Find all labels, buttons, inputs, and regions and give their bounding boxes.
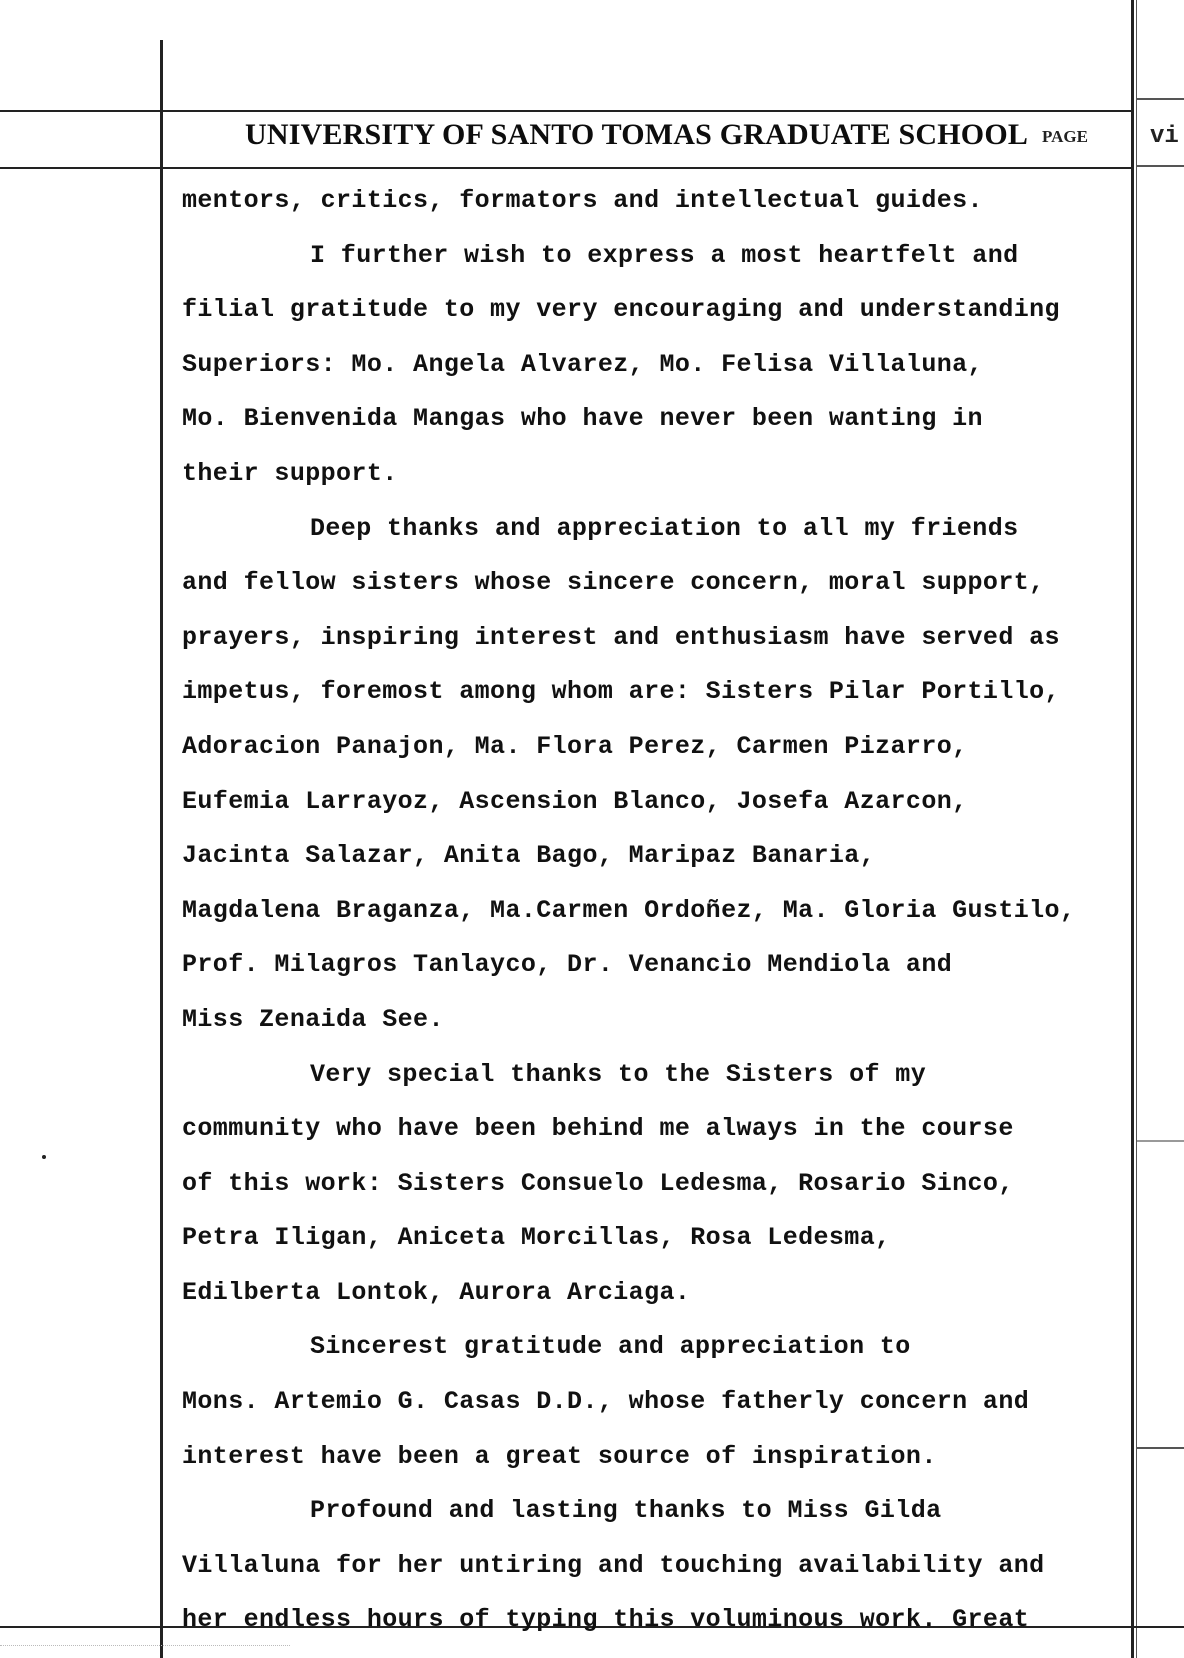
header-bottom-rule <box>0 167 1134 169</box>
text-line: Superiors: Mo. Angela Alvarez, Mo. Felisa Villaluna, <box>182 349 983 379</box>
text-line: Mons. Artemio G. Casas D.D., whose fatherly concern and <box>182 1387 1030 1417</box>
text-line: community who have been behind me always in the course <box>182 1114 1014 1144</box>
text-line: of this work: Sisters Consuelo Ledesma, Rosario Sinco, <box>182 1168 1014 1198</box>
text-line: Villaluna for her untiring and touching availability and <box>182 1550 1045 1580</box>
page-number: vi <box>1150 123 1179 150</box>
scan-speck <box>42 1155 46 1159</box>
right-margin-mark-1 <box>1137 1140 1184 1142</box>
header-top-rule <box>0 110 1134 112</box>
text-line: Sincerest gratitude and appreciation to <box>310 1332 911 1362</box>
text-line: Prof. Milagros Tanlayco, Dr. Venancio Mendiola and <box>182 950 953 980</box>
text-line: interest have been a great source of inspiration. <box>182 1441 937 1471</box>
text-line: Eufemia Larrayoz, Ascension Blanco, Josefa Azarcon, <box>182 786 968 816</box>
text-line: Mo. Bienvenida Mangas who have never been wanting in <box>182 404 983 434</box>
text-line: Deep thanks and appreciation to all my friends <box>310 513 1019 543</box>
text-line: Jacinta Salazar, Anita Bago, Maripaz Banaria, <box>182 841 876 871</box>
text-line: Edilberta Lontok, Aurora Arciaga. <box>182 1277 691 1307</box>
right-margin-mark-2 <box>1137 1447 1184 1449</box>
header-top-rule-right <box>1137 98 1184 100</box>
text-line: their support. <box>182 458 398 488</box>
text-line: mentors, critics, formators and intellectual guides. <box>182 186 983 215</box>
text-line: and fellow sisters whose sincere concern, moral support, <box>182 568 1045 598</box>
acknowledgment-body <box>182 174 1142 1648</box>
text-line: impetus, foremost among whom are: Sisters Pilar Portillo, <box>182 677 1060 707</box>
text-line: I further wish to express a most heartfelt and <box>310 240 1019 270</box>
text-line: Profound and lasting thanks to Miss Gilda <box>310 1496 942 1526</box>
left-margin-rule <box>160 40 163 1658</box>
text-line: Petra Iligan, Aniceta Morcillas, Rosa Ledesma, <box>182 1223 891 1253</box>
header-title: UNIVERSITY OF SANTO TOMAS GRADUATE SCHOOL <box>245 118 1029 151</box>
footer-scan-noise <box>0 1645 290 1648</box>
text-line: Adoracion Panajon, Ma. Flora Perez, Carmen Pizarro, <box>182 731 968 761</box>
text-line: Miss Zenaida See. <box>182 1004 444 1034</box>
text-line: Very special thanks to the Sisters of my <box>310 1059 927 1089</box>
text-line: Magdalena Braganza, Ma.Carmen Ordoñez, Ma. Gloria Gustilo, <box>182 895 1076 925</box>
header-bottom-rule-right <box>1137 165 1184 167</box>
text-line: her endless hours of typing this voluminous work. Great <box>182 1605 1030 1635</box>
text-line: filial gratitude to my very encouraging and understanding <box>182 295 1060 325</box>
text-line: prayers, inspiring interest and enthusiasm have served as <box>182 622 1060 652</box>
header-page-label: PAGE <box>1042 127 1088 146</box>
